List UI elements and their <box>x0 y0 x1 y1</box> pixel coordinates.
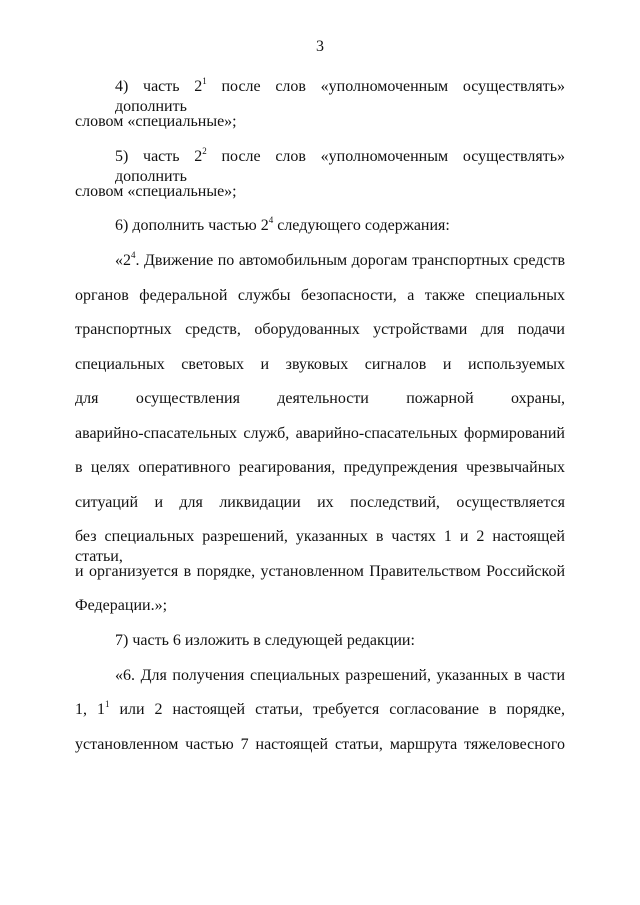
quote-24-line-9: без специальных разрешений, указанных в частях 1 и 2 настоящей статьи, <box>75 528 565 565</box>
item-6-line-1 <box>115 216 565 236</box>
superscript: 1 <box>104 698 110 709</box>
superscript: 4 <box>268 214 274 225</box>
quote-24-line-2: органов федеральной службы безопасности, а также специальных <box>75 287 565 304</box>
quote-24-line-10: и организуется в порядке, установленном Правительством Российской <box>75 563 565 580</box>
text-fragment: 1, 1 <box>75 701 105 718</box>
text-fragment: после слов «уполномоченным осуществлять» дополнить <box>115 148 566 185</box>
quote-6-line-3: установленном частью 7 настоящей статьи, маршрута тяжеловесного <box>75 736 565 753</box>
quote-24-line-7: в целях оперативного реагирования, предупреждения чрезвычайных <box>75 459 565 476</box>
text-fragment: или 2 настоящей статьи, требуется согласование в порядке, <box>109 701 566 718</box>
quote-6-line-2 <box>75 700 565 720</box>
item-4-line-2: словом «специальные»; <box>75 113 237 130</box>
quote-24-line-6: аварийно-спасательных служб, аварийно-спасательных формирований <box>75 425 565 442</box>
item-7-line-1: 7) часть 6 изложить в следующей редакции: <box>115 632 415 649</box>
superscript: 2 <box>202 145 207 156</box>
text-fragment: 6) дополнить частью 2 <box>115 217 269 234</box>
superscript: 1 <box>202 75 207 86</box>
text-fragment: следующего содержания: <box>273 217 450 234</box>
item-4-line-1 <box>115 75 566 115</box>
item-5-line-2: словом «специальные»; <box>75 183 237 200</box>
quote-24-line-3: транспортных средств, оборудованных устройствами для подачи <box>75 321 565 338</box>
quote-24-line-8: ситуаций и для ликвидации их последствий, осуществляется <box>75 494 565 511</box>
quote-24-line-11: Федерации.»; <box>75 597 168 614</box>
text-fragment: 4) часть 2 <box>115 78 203 95</box>
quote-6-line-1: «6. Для получения специальных разрешений, указанных в части <box>115 667 565 684</box>
item-5-line-1 <box>115 145 566 185</box>
text-fragment: . Движение по автомобильным дорогам транспортных средств <box>135 252 565 269</box>
quote-24-line-4: специальных световых и звуковых сигналов и используемых <box>75 356 565 373</box>
quote-24-line-1 <box>115 251 565 271</box>
quote-24-line-5: для осуществления деятельности пожарной охраны, <box>75 390 565 407</box>
text-fragment: 5) часть 2 <box>115 148 203 165</box>
text-fragment: «2 <box>115 252 131 269</box>
text-fragment: после слов «уполномоченным осуществлять» дополнить <box>115 78 566 115</box>
page-number: 3 <box>316 38 324 55</box>
superscript: 4 <box>131 249 136 260</box>
